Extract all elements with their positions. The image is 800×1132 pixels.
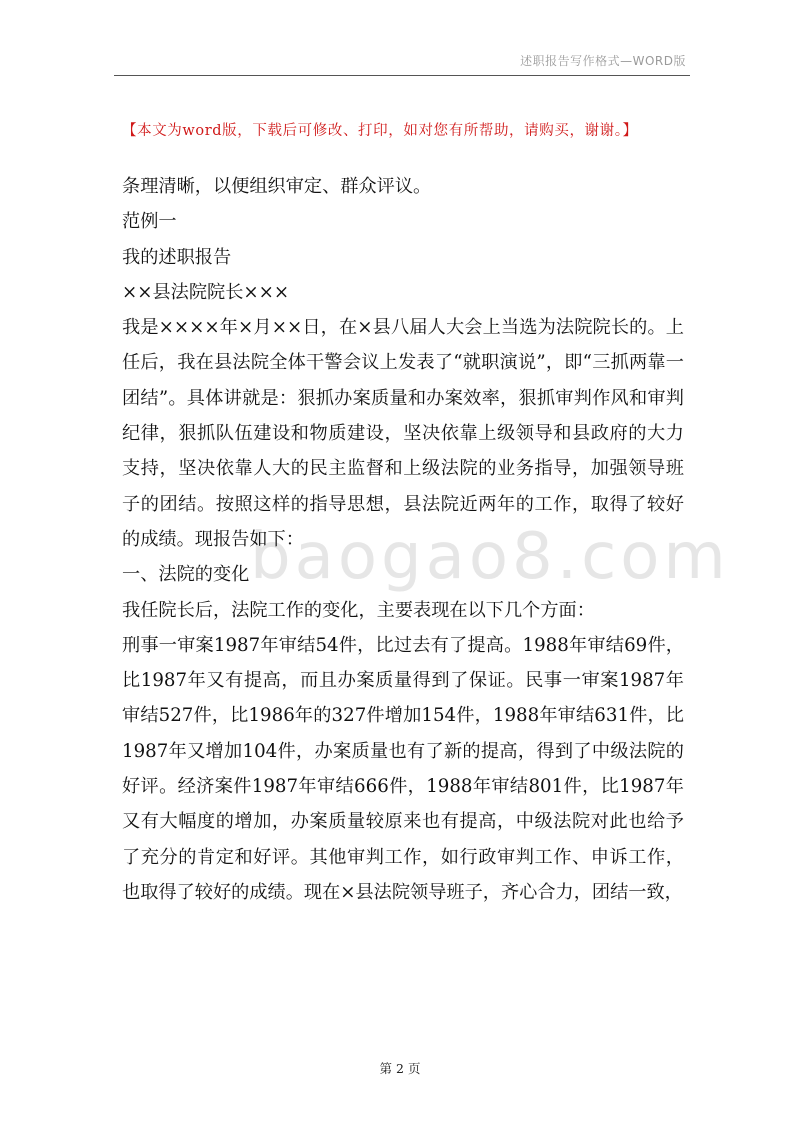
running-header: 述职报告写作格式—WORD版 <box>520 54 686 68</box>
purchase-notice: 【本文为word版，下载后可修改、打印，如对您有所帮助，请购买，谢谢。】 <box>122 123 638 139</box>
paragraph-section-intro: 我任院长后，法院工作的变化，主要表现在以下几个方面： <box>122 599 595 621</box>
header-divider <box>114 75 690 76</box>
section-heading: 一、法院的变化 <box>122 564 250 586</box>
paragraph-opening: 我是××××年×月××日，在×县八届人大会上当选为法院院长的。上任后，我在县法院全体干警会议上发表了“就职演说”，即“三抓两靠一团结”。具体讲就是：狠抓办案质量和办案效率，狠抓审判作风和审判纪律，狠抓队伍建设和物质建设，坚决依靠上级领导和县政府的大力支持，坚决依靠人大的民主监督和上级法院的业务指导，加强领导班子的团结。按照这样的指导思想，县法院近两年的工作，取得了较好的成绩。现报告如下： <box>122 317 684 550</box>
paragraph-intro: 条理清晰，以便组织审定、群众评议。 <box>122 176 432 197</box>
document-body <box>122 169 684 910</box>
page-number: 第 2 页 <box>379 1061 421 1076</box>
paragraph-statistics: 刑事一审案1987年审结54件，比过去有了提高。1988年审结69件，比1987年又有提高，而且办案质量得到了保证。民事一审案1987年审结527件，比1986年的327件增加154件，1988年审结631件，比1987年又增加104件，办案质量也有了新的提高，得到了中级法院的好评。经济案件1987年审结666件，1988年审结801件，比1987年又有大幅度的增加，办案质量较原来也有提高，中级法院对此也给予了充分的肯定和好评。其他审判工作，如行政审判工作、申诉工作，也取得了较好的成绩。现在×县法院领导班子，齐心合力，团结一致， <box>122 634 684 903</box>
report-title: 我的述职报告 <box>122 246 232 268</box>
watermark: baogao8.com <box>250 520 730 594</box>
report-author: ××县法院院长××× <box>122 281 290 303</box>
example-heading: 范例一 <box>122 211 177 233</box>
